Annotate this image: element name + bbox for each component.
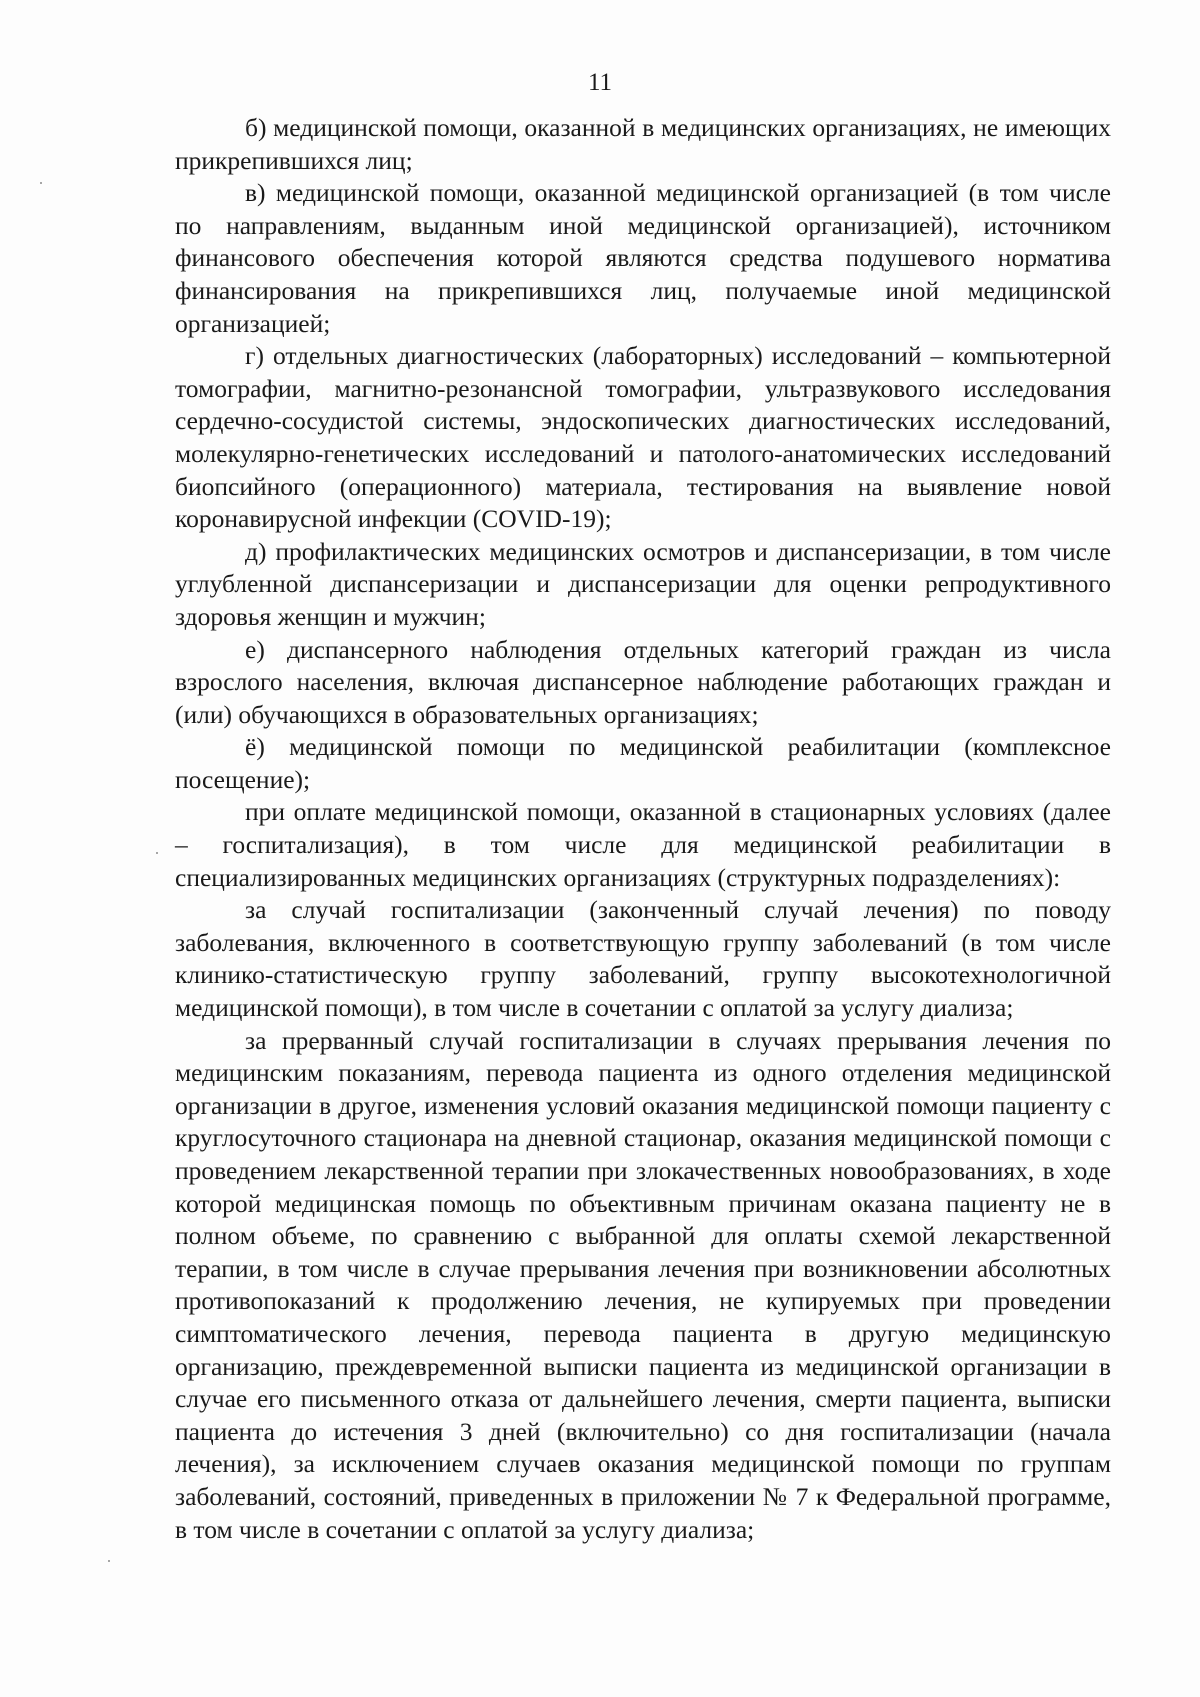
paragraph-hospitalization-case: за случай госпитализации (законченный случай лечения) по поводу заболевания, включенного в соответствующую группу заболеваний (в том числе клинико-статистическую группу заболеваний, группу высокотехнологичной медицинской помощи), в том числе в сочетании с оплатой за услугу диализа; xyxy=(175,895,1111,1023)
scan-speck xyxy=(108,1560,110,1562)
scan-speck xyxy=(156,852,158,854)
paragraph-yo: ё) медицинской помощи по медицинской реабилитации (комплексное посещение); xyxy=(175,732,1111,794)
paragraph-e: е) диспансерного наблюдения отдельных категорий граждан из числа взрослого населения, включая диспансерное наблюдение работающих граждан и (или) обучающихся в образовательных организациях; xyxy=(175,634,1111,729)
paragraph-interrupted-case: за прерванный случай госпитализации в случаях прерывания лечения по медицинским показаниям, перевода пациента из одного отделения медицинской организации в другое, изменения условий оказания медицинской помощи пациенту с круглосуточного стационара на дневной стационар, оказания медицинской помощи с проведением лекарственной терапии при злокачественных новообразованиях, в ходе которой медицинская помощь по объективным причинам оказана пациенту не в полном объеме, по сравнению с выбранной для оплаты схемой лекарственной терапии, в том числе в случае прерывания лечения при возникновении абсолютных противопоказаний к продолжению лечения, не купируемых при проведении симптоматического лечения, перевода пациента в другую медицинскую организацию, преждевременной выписки пациента из медицинской организации в случае его письменного отказа от дальнейшего лечения, смерти пациента, выписки пациента до истечения 3 дней (включительно) со дня госпитализации (начала лечения), за исключением случаев оказания медицинской помощи по группам заболеваний, состояний, приведенных в приложении № 7 к Федеральной программе, в том числе в сочетании с оплатой за услугу диализа; xyxy=(175,1025,1111,1544)
document-body xyxy=(175,112,1111,1546)
paragraph-v: в) медицинской помощи, оказанной медицинской организацией (в том числе по направлениям, выданным иной медицинской организацией), источником финансового обеспечения которой являются средства подушевого норматива финансирования на прикрепившихся лиц, получаемые иной медицинской организацией; xyxy=(175,178,1111,338)
page-number: 11 xyxy=(587,69,613,96)
scan-speck xyxy=(40,182,42,184)
paragraph-d: д) профилактических медицинских осмотров и диспансеризации, в том числе углубленной диспансеризации и диспансеризации для оценки репродуктивного здоровья женщин и мужчин; xyxy=(175,536,1111,631)
paragraph-b: б) медицинской помощи, оказанной в медицинских организациях, не имеющих прикрепившихся лиц; xyxy=(175,113,1111,175)
paragraph-inpatient-payment: при оплате медицинской помощи, оказанной в стационарных условиях (далее – госпитализация), в том числе для медицинской реабилитации в специализированных медицинских организациях (структурных подразделениях): xyxy=(175,797,1111,892)
paragraph-g: г) отдельных диагностических (лабораторных) исследований – компьютерной томографии, магнитно-резонансной томографии, ультразвукового исследования сердечно-сосудистой системы, эндоскопических диагностических исследований, молекулярно-генетических исследований и патолого-анатомических исследований биопсийного (операционного) материала, тестирования на выявление новой коронавирусной инфекции (COVID-19); xyxy=(175,341,1111,534)
